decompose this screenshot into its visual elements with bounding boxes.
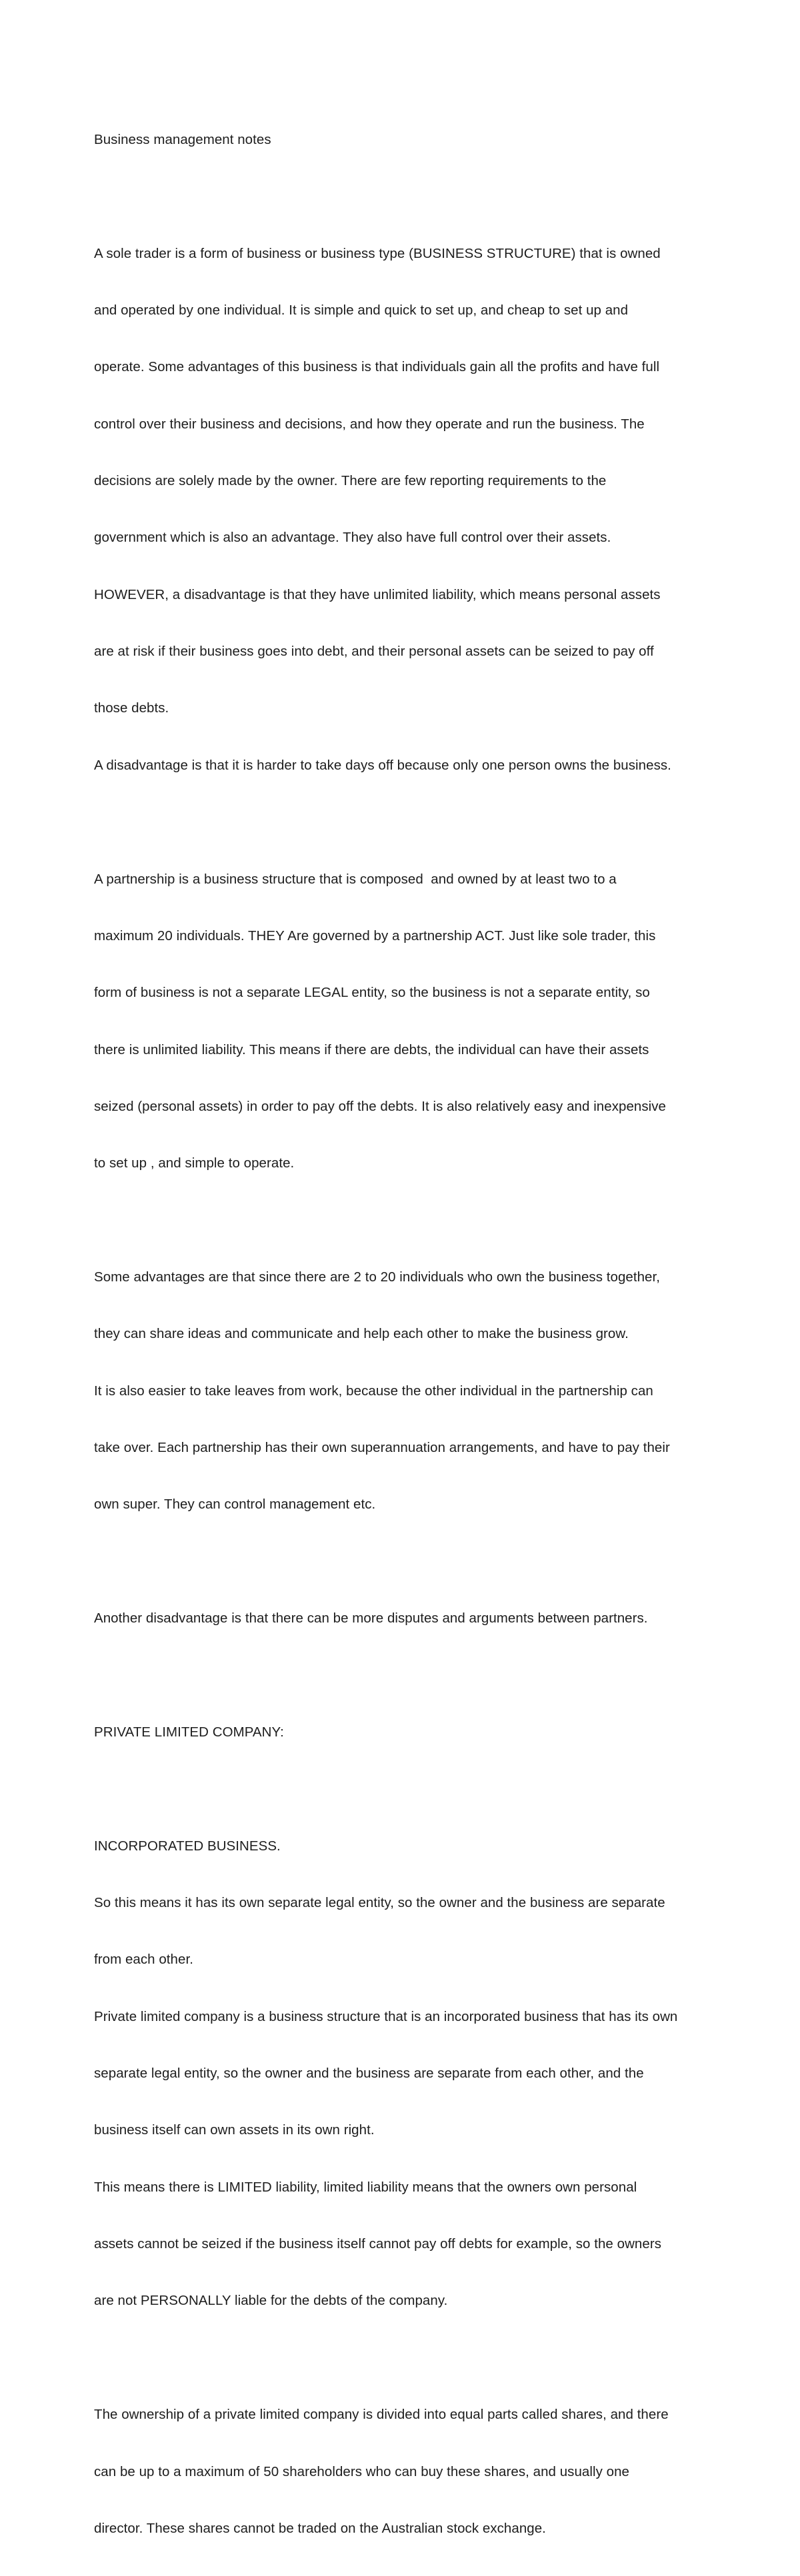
text-line: are not PERSONALLY liable for the debts of the company. (94, 2293, 448, 2309)
text-line: director. These shares cannot be traded on the Australian stock exchange. (94, 2520, 546, 2536)
text-line: PRIVATE LIMITED COMPANY: (94, 1724, 284, 1740)
text-line: decisions are solely made by the owner. There are few reporting requirements to the (94, 473, 607, 489)
section-heading-private-limited-company (94, 1685, 714, 1780)
text-line: take over. Each partnership has their own superannuation arrangements, and have to pay their (94, 1440, 670, 1456)
text-line: and operated by one individual. It is simple and quick to set up, and cheap to set up and (94, 302, 629, 318)
paragraph-gap (94, 1666, 714, 1685)
paragraph-partnership-disadvantage (94, 1571, 714, 1666)
paragraph-incorporated-business (94, 1799, 714, 2349)
text-line: Private limited company is a business structure that is an incorporated business that has its own (94, 2008, 678, 2024)
text-line: those debts. (94, 700, 169, 716)
text-line: operate. Some advantages of this business is that individuals gain all the profits and have full (94, 359, 660, 375)
paragraph-gap (94, 187, 714, 206)
document-page (94, 93, 714, 2576)
text-line: from each other. (94, 1952, 193, 1968)
text-line: seized (personal assets) in order to pay off the debts. It is also relatively easy and inexpensive (94, 1098, 667, 1114)
text-line: maximum 20 individuals. THEY Are governed by a partnership ACT. Just like sole trader, this (94, 928, 656, 944)
paragraph-gap (94, 2349, 714, 2367)
text-line: The ownership of a private limited company is divided into equal parts called shares, and there (94, 2407, 669, 2423)
document-title-text: Business management notes (94, 131, 271, 147)
text-line: there is unlimited liability. This means if there are debts, the individual can have their assets (94, 1041, 649, 1057)
text-line: It is also easier to take leaves from work, because the other individual in the partnership can (94, 1383, 653, 1399)
paragraph-partnership-advantages (94, 1230, 714, 1553)
text-line: business itself can own assets in its own right. (94, 2122, 375, 2138)
paragraph-gap (94, 1211, 714, 1230)
text-line: INCORPORATED BUSINESS. (94, 1838, 281, 1854)
text-line: are at risk if their business goes into debt, and their personal assets can be seized to pay off (94, 644, 654, 660)
text-line: separate legal entity, so the owner and the business are separate from each other, and the (94, 2066, 644, 2082)
paragraph-partnership (94, 832, 714, 1211)
document-title (94, 93, 714, 187)
text-line: A disadvantage is that it is harder to take days off because only one person owns the business. (94, 757, 671, 773)
text-line: A partnership is a business structure that is composed and owned by at least two to a (94, 871, 617, 887)
text-line: HOWEVER, a disadvantage is that they have unlimited liability, which means personal assets (94, 586, 661, 602)
text-line: government which is also an advantage. They also have full control over their assets. (94, 530, 611, 546)
paragraph-gap (94, 1553, 714, 1571)
text-line: form of business is not a separate LEGAL entity, so the business is not a separate entity, so (94, 985, 650, 1001)
text-line: Another disadvantage is that there can be more disputes and arguments between partners. (94, 1610, 648, 1626)
paragraph-gap (94, 813, 714, 832)
text-line: This means there is LIMITED liability, limited liability means that the owners own personal (94, 2179, 637, 2195)
text-line: they can share ideas and communicate and help each other to make the business grow. (94, 1326, 629, 1342)
text-line: A sole trader is a form of business or business type (BUSINESS STRUCTURE) that is owned (94, 245, 661, 261)
text-line: control over their business and decisions, and how they operate and run the business. The (94, 416, 645, 432)
text-line: can be up to a maximum of 50 shareholders who can buy these shares, and usually one (94, 2463, 629, 2479)
paragraph-sole-trader (94, 207, 714, 814)
paragraph-gap (94, 1780, 714, 1798)
paragraph-ownership-shares (94, 2367, 714, 2576)
text-line: to set up , and simple to operate. (94, 1155, 295, 1171)
text-line: own super. They can control management etc. (94, 1497, 376, 1513)
text-line: So this means it has its own separate legal entity, so the owner and the business are separate (94, 1894, 665, 1910)
text-line: Some advantages are that since there are 2 to 20 individuals who own the business together, (94, 1269, 661, 1285)
text-line: assets cannot be seized if the business itself cannot pay off debts for example, so the owners (94, 2236, 662, 2252)
